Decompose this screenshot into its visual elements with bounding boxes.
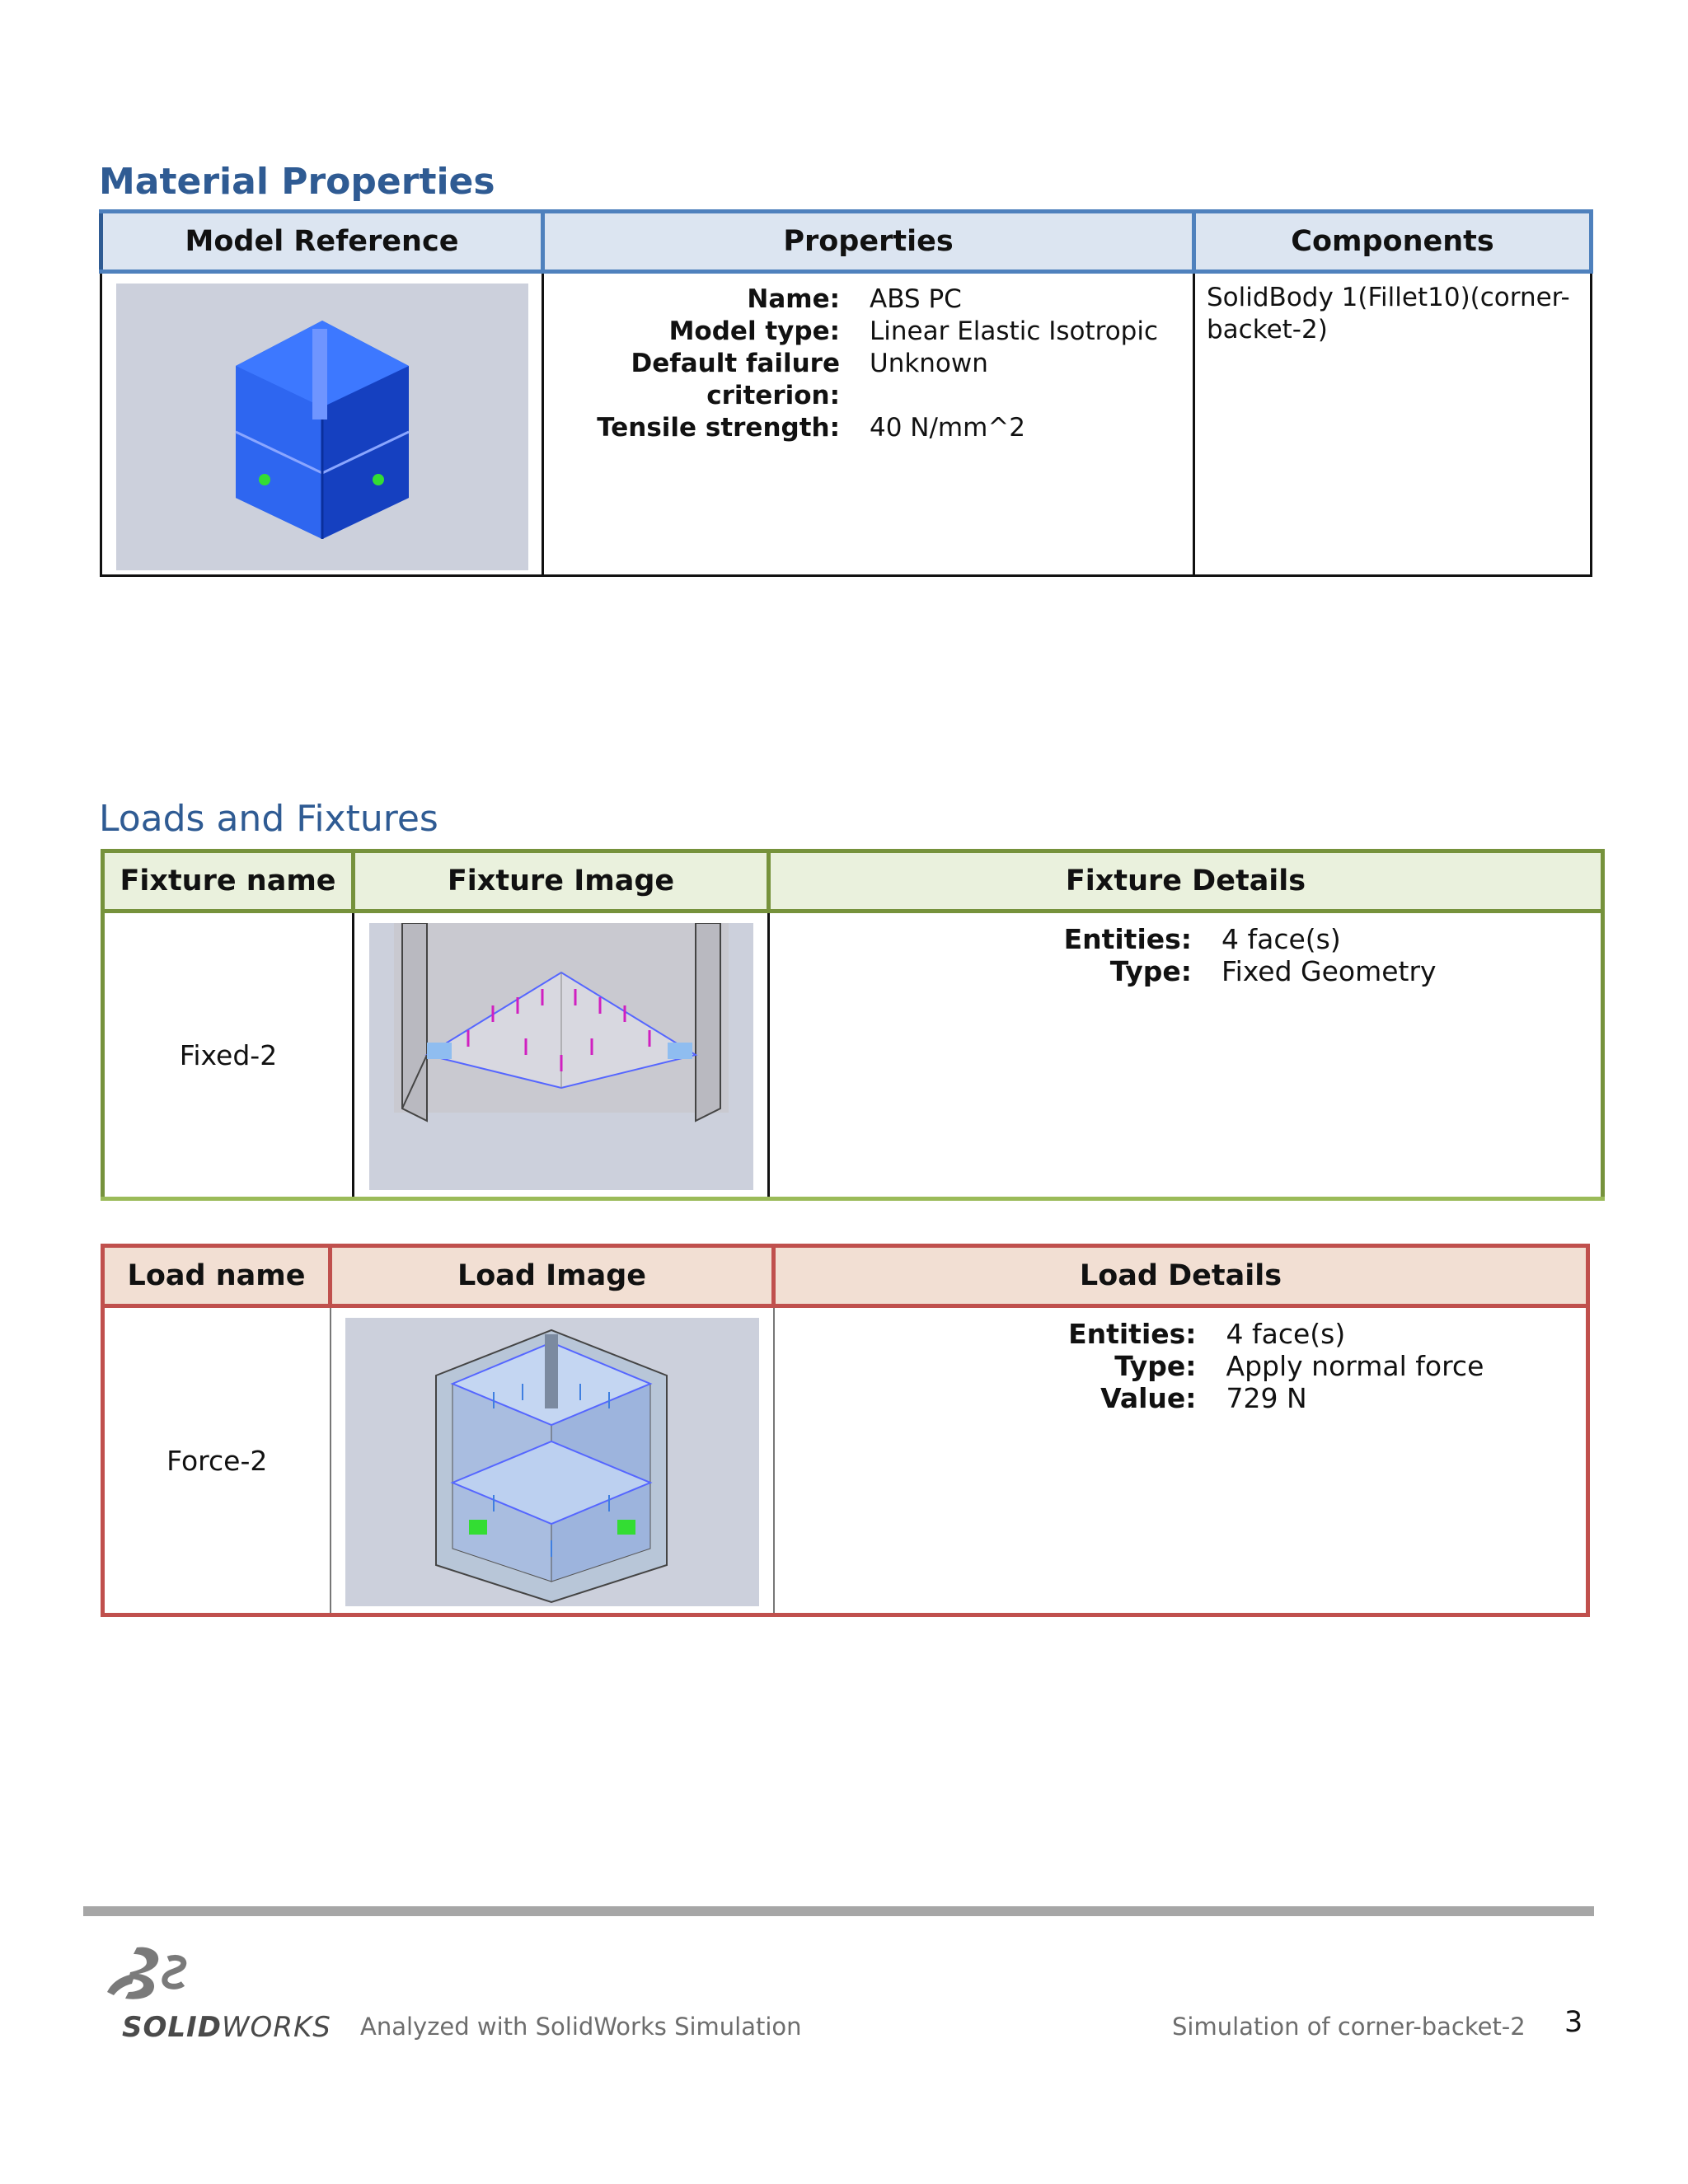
solidworks-logo-text: SOLIDWORKS [122,2011,331,2044]
load-details-cell [774,1306,1588,1615]
property-row: Default failure criterion: Unknown [631,349,988,410]
fixture-image-cell [354,912,769,1199]
fixture-image [369,923,753,1190]
fixture-table [101,849,1605,1201]
material-table [99,209,1593,577]
fixture-details-cell [769,912,1603,1199]
header-properties: Properties [543,212,1194,272]
header-model-reference: Model Reference [101,212,543,272]
footer-simulation-name: Simulation of corner-backet-2 [1172,2013,1526,2041]
fixture-detail-row: Type: Fixed Geometry [1109,955,1437,987]
header-fixture-name: Fixture name [103,851,354,912]
load-name: Force-2 [166,1444,268,1477]
load-image [345,1318,759,1606]
load-detail-row: Value: 729 N [1100,1382,1307,1414]
load-table [101,1244,1590,1617]
header-components: Components [1194,212,1592,272]
model-reference-image [116,284,528,570]
header-fixture-details: Fixture Details [769,851,1603,912]
components-value: SolidBody 1(Fillet10)(corner-backet-2) [1207,283,1570,344]
model-reference-cell [101,272,543,576]
material-properties-title: Material Properties [99,161,495,203]
load-detail-row: Type: Apply normal force [1114,1350,1484,1382]
fixture-name-cell [103,912,354,1199]
load-name-cell [103,1306,331,1615]
components-cell [1194,272,1592,576]
property-row: Name: ABS PC [747,284,962,314]
header-load-details: Load Details [774,1246,1588,1306]
property-row: Model type: Linear Elastic Isotropic [668,316,1158,346]
footer-analyzed-with: Analyzed with SolidWorks Simulation [360,2013,802,2041]
page-number: 3 [1564,2006,1583,2039]
load-detail-row: Entities: 4 face(s) [1068,1318,1346,1350]
fixture-name: Fixed-2 [179,1038,278,1071]
load-image-cell [331,1306,774,1615]
property-row: Tensile strength: 40 N/mm^2 [597,413,1026,443]
header-fixture-image: Fixture Image [354,851,769,912]
header-load-name: Load name [103,1246,331,1306]
fixture-detail-row: Entities: 4 face(s) [1063,923,1341,955]
header-load-image: Load Image [331,1246,774,1306]
properties-cell [543,272,1194,576]
loads-fixtures-title: Loads and Fixtures [99,798,438,840]
footer-divider [83,1906,1594,1916]
